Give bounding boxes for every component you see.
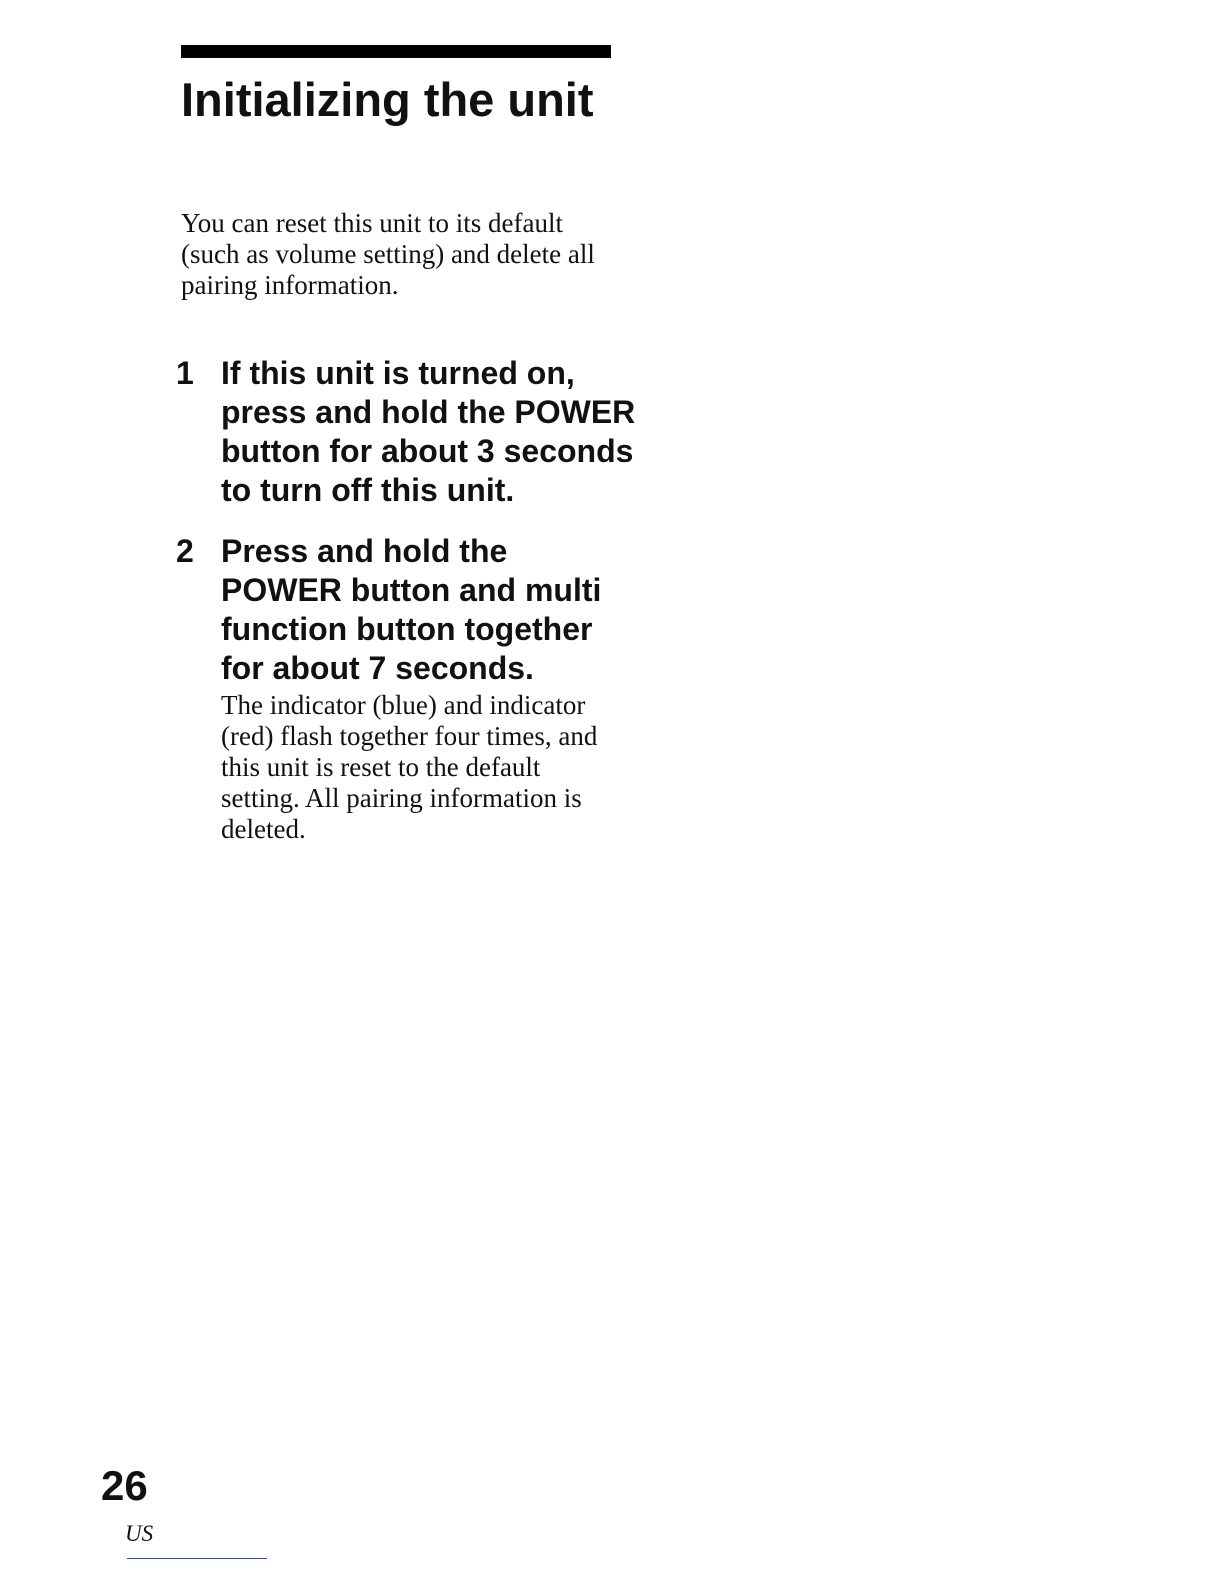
steps-list bbox=[176, 354, 636, 845]
step-1 bbox=[176, 354, 636, 510]
step-instruction: If this unit is turned on, press and hold the POWER button for about 3 seconds to turn off this unit. bbox=[221, 355, 636, 508]
region-code: US bbox=[125, 1521, 154, 1546]
step-number: 2 bbox=[176, 533, 194, 569]
step-2 bbox=[176, 532, 636, 845]
step-instruction: Press and hold the POWER button and multi function button together for about 7 seconds. bbox=[221, 533, 602, 686]
step-number: 1 bbox=[176, 355, 194, 391]
intro-paragraph: You can reset this unit to its default (such as volume setting) and delete all pairing information. bbox=[181, 208, 595, 300]
title-rule bbox=[181, 45, 611, 58]
step-detail: The indicator (blue) and indicator (red) flash together four times, and this unit is reset to the default setting. All pairing information is deleted. bbox=[221, 690, 598, 844]
page-number: 26 bbox=[101, 1462, 148, 1509]
footer-rule bbox=[127, 1558, 267, 1559]
page-title: Initializing the unit bbox=[181, 73, 594, 126]
